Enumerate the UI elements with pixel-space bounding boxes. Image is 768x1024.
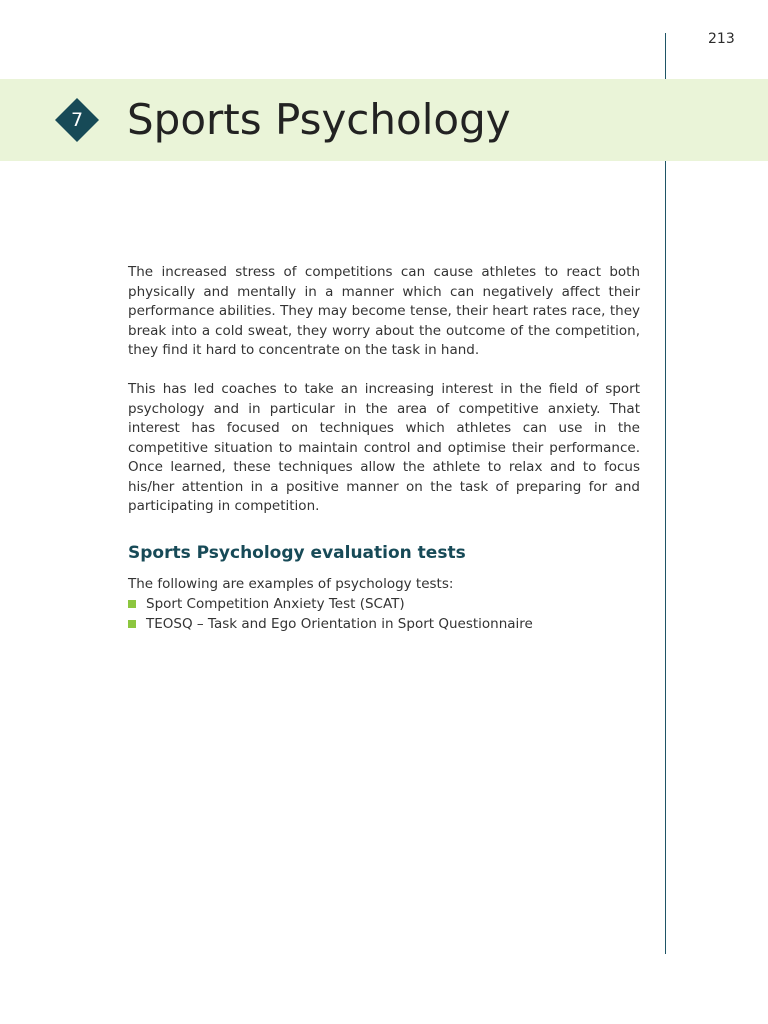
page-number: 213 bbox=[708, 31, 735, 47]
chapter-number: 7 bbox=[70, 109, 84, 131]
section-intro: The following are examples of psychology tests: bbox=[128, 575, 454, 592]
test-list bbox=[128, 594, 640, 634]
square-bullet-icon bbox=[128, 620, 136, 628]
margin-rule bbox=[665, 33, 666, 954]
main-content bbox=[128, 263, 640, 634]
list-item-text: Sport Competition Anxiety Test (SCAT) bbox=[146, 595, 405, 612]
square-bullet-icon bbox=[128, 600, 136, 608]
list-item bbox=[128, 594, 640, 614]
chapter-badge bbox=[55, 98, 99, 142]
body-paragraph: The increased stress of competitions can cause athletes to react both physically and mentally in a manner which can negatively affect their performance abilities. They may become tense, their heart rates race, they break into a cold sweat, they worry about the outcome of the competition, they find it hard to concentrate on the task in hand. bbox=[128, 264, 640, 358]
chapter-title: Sports Psychology bbox=[127, 95, 511, 144]
section-heading: Sports Psychology evaluation tests bbox=[128, 542, 466, 563]
list-item-text: TEOSQ – Task and Ego Orientation in Sport Questionnaire bbox=[146, 615, 533, 632]
list-item bbox=[128, 614, 640, 634]
body-paragraph: This has led coaches to take an increasing interest in the field of sport psychology and in particular in the area of competitive anxiety. That interest has focused on techniques which athletes can use in the competitive situation to maintain control and optimise their performance. Once learned, these techniques allow the athlete to relax and to focus his/her attention in a positive manner on the task of preparing for and participating in competition. bbox=[128, 381, 640, 514]
